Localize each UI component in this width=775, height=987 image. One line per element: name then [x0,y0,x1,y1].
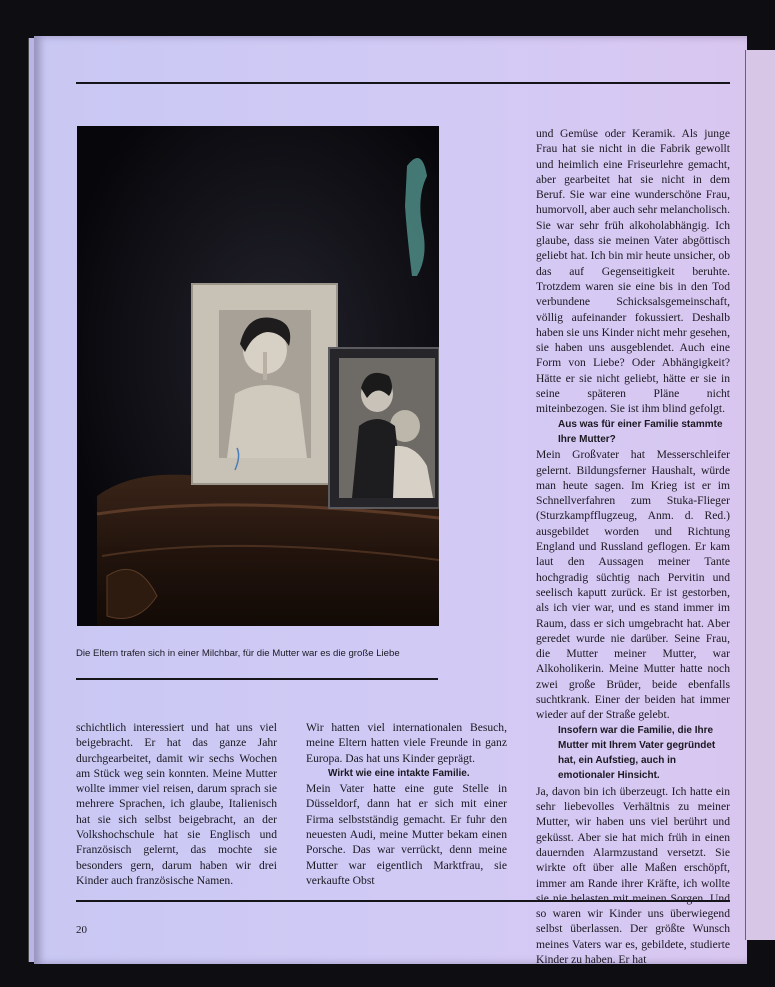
interview-question: Insofern war die Familie, die Ihre Mutter mit Ihrem Vater gegründet hat, ein Aufstieg, auch in emotionaler Hinsicht. [558,724,716,782]
page-number: 20 [76,924,87,936]
paragraph: schichtlich interessiert und hat uns viel beigebracht. Er hat das ganze Jahr durchgearbeitet, damit wir sechs Wochen am Stück weg sein konnten. Meine Mutter wollte immer viel reisen, darum sprach sie mehrere Sprachen, ich glaube, Italienisch hat sie sich selbst beigebracht, an der Volkshochschule hat sie Englisch und Französisch gelernt, das mochte sie besonders gern, darum haben wir drei Kinder auch französische Namen. [76,721,277,887]
paragraph: Ja, davon bin ich überzeugt. Ich hatte ein sehr liebevolles Verhältnis zu meiner Mutter, wir haben uns viel berührt und geküsst. Aber sie hat mich früh in einen dauernden Alarmzustand versetzt. Sie wirkte oft über alle Maßen erschöpft, immer am Rande ihrer Kräfte, ich wollte sie nie belasten mit meinen Sorgen. Und so waren wir Kinder uns überwiegend selbst überlassen. Der größte Wunsch meines Vaters war es, gebildete, studierte Kinder zu haben. Er hat [536,784,730,967]
interview-question: Wirkt wie eine intakte Familie. [328,767,470,779]
next-page-edge [745,50,775,940]
paragraph: Mein Großvater hat Messerschleifer gelernt. Bildungsferner Haushalt, würde man heute sagen. Im Krieg ist er im Schnellverfahren zum Stuka-Flieger (Sturzkampfflugzeug, Anm. d. Red.) ausgebildet worden und Richtung England und Russland geflogen. Er kam laut den Aussagen meiner Tante hochgradig süchtig nach Pervitin und seelisch kaputt zurück. Er ist gestorben, als ich vier war, und es stand immer im Raum, dass er sich umgebracht hat. Aber geredet wurde nie darüber. Seine Frau, die Mutter meiner Mutter, war Alkoholikerin. Meine Mutter hatte noch zwei große Brüder, beide ebenfalls suchtkrank. Einer der beiden hat immer wieder auf der Straße gelebt. [536,448,730,722]
paragraph: Mein Vater hatte eine gute Stelle in Düsseldorf, dann hat er sich mit einer Firma selbstständig gemacht. Er fuhr den neuesten Audi, meine Mutter bekam einen Porsche. Das war verrückt, denn meine Mutter war eigentlich Marktfrau, sie verkaufte Obst [306,782,507,887]
top-rule [76,82,730,84]
paragraph: und Gemüse oder Keramik. Als junge Frau hat sie nicht in die Fabrik gewollt und heimlich eine Friseurlehre gemacht, aber gearbeitet hat sie nicht in dem Beruf. Sie war eine wunderschöne Frau, humorvoll, aber auch sehr melancholisch. Sie war sehr früh alkoholabhängig. Ich glaube, dass sie meinen Vater abgöttisch geliebt hat. Ich bin mir heute unsicher, ob das auf Gegenseitigkeit beruhte. Trotzdem waren sie eine bis in den Tod verbundene Schicksalsgemeinschaft, völlig aufeinander fokussiert. Deshalb haben sie uns Kinder nicht mehr gesehen, sie haben uns ausgeblendet. Auch eine Form von Liebe? Oder Abhängigkeit? Hätte er sie nicht geliebt, hätte er sie in seine späteren Pläne nicht miteinbezogen. Sie ist ihm blind gefolgt. [536,127,730,416]
middle-column [306,720,507,888]
photo-framed-portraits [77,126,439,626]
left-column [76,720,277,888]
paragraph: Wir hatten viel internationalen Besuch, meine Eltern hatten viele Freunde in ganz Europa. Das hat uns Kinder geprägt. [306,721,507,765]
photo-illustration [77,126,439,626]
caption-rule [76,678,438,680]
interview-question: Aus was für einer Familie stammte Ihre Mutter? [558,418,723,445]
right-column [536,126,730,967]
photo-caption: Die Eltern trafen sich in einer Milchbar, für die Mutter war es die große Liebe [76,648,400,659]
